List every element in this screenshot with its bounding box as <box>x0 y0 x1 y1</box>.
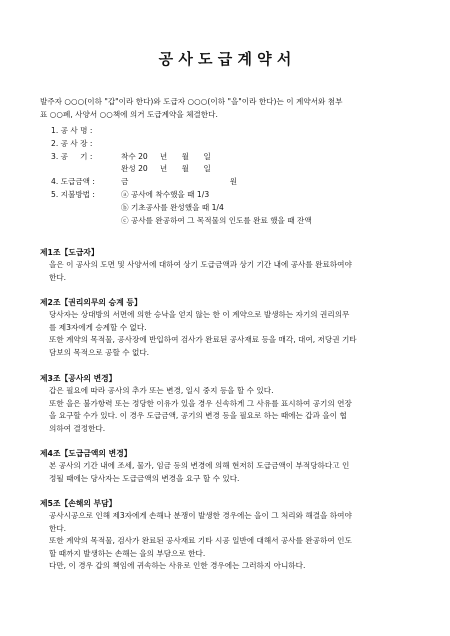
item-value: 금 원 <box>121 177 238 187</box>
article-line: 또한 계약의 목적물, 검사가 완료된 공사재료 기타 시공 일반에 대해서 공사를 완공하여 인도 <box>49 536 352 546</box>
article-line: 또한 계약의 목적물, 공사장에 반입하여 검사가 완료된 공사재료 등을 매각, 대여, 저당권 기타 <box>49 335 357 345</box>
item-label: 3. 공 기 : <box>51 151 93 161</box>
article-3 <box>40 373 432 435</box>
article-line: 정될 때에는 당사자는 도급금액의 변경을 요구 할 수 있다. <box>49 473 240 483</box>
item-payment-method <box>51 189 421 202</box>
article-line: 할 때까지 발생하는 손해는 을의 부담으로 한다. <box>49 548 206 558</box>
article-line: 를 제3자에게 승계할 수 없다. <box>49 322 147 332</box>
article-line: 다만, 이 경우 갑의 책임에 귀속하는 사유로 인한 경우에는 그러하지 아니하다. <box>49 561 306 571</box>
article-body <box>40 510 432 573</box>
payment-option: ⓑ 기초공사를 완성했을 때 1/4 <box>121 202 224 212</box>
article-line: 한다. <box>49 272 67 282</box>
item-label: 2. 공 사 장 : <box>51 138 93 148</box>
article-line: 공사시공으로 인해 제3자에게 손해나 분쟁이 발생한 경우에는 을이 그 처리와 해결을 하여야 <box>49 511 352 520</box>
article-line: 또한 을은 불가항력 또는 정당한 이유가 있을 경우 신속하게 그 사유를 표시하여 공기의 연장 <box>49 398 352 408</box>
item-label: 1. 공 사 명 : <box>51 126 93 135</box>
article-1 <box>40 247 432 284</box>
item-value: ⓐ 공사에 착수했을 때 1/3 <box>121 189 210 199</box>
article-body <box>40 460 432 485</box>
article-line: 의하여 결정한다. <box>49 423 106 433</box>
article-line: 한다. <box>49 523 67 533</box>
item-contract-amount <box>51 176 421 189</box>
article-line: 본 공사의 기간 내에 조세, 물가, 임금 등의 변경에 의해 현저히 도급금액이 부적당하다고 인 <box>49 461 350 470</box>
article-body <box>40 385 432 435</box>
article-line: 당사자는 상대방의 서면에 의한 승낙을 얻지 않는 한 이 계약으로 발생하는 자기의 권리의무 <box>49 310 350 319</box>
payment-option: ⓒ 공사를 완공하여 그 목적물의 인도를 완료 했을 때 잔액 <box>121 215 312 225</box>
article-body <box>40 259 432 284</box>
item-value: 착수 20 년 월 일 <box>121 151 211 161</box>
item-label: 5. 지불방법 : <box>51 189 95 199</box>
article-line: 을은 이 공사의 도면 및 사양서에 대하여 상기 도급금액과 상기 기간 내에 공사를 완료하여야 <box>49 260 352 269</box>
item-project-site <box>51 138 421 151</box>
item-project-name <box>51 125 421 138</box>
article-line: 담보의 목적으로 공할 수 없다. <box>49 347 150 357</box>
article-body <box>40 309 432 359</box>
article-heading: 제5조【손해의 부담】 <box>40 499 117 508</box>
article-heading: 제1조【도급자】 <box>40 248 99 257</box>
item-period-completion: 완성 20 년 월 일 <box>121 164 211 174</box>
article-heading: 제3조【공사의 변경】 <box>40 374 117 383</box>
article-line: 갑은 필요에 따라 공사의 추가 또는 변경, 일시 중지 등을 할 수 있다. <box>49 386 274 395</box>
article-5 <box>40 498 432 573</box>
contract-items <box>51 125 421 227</box>
article-line: 을 요구할 수가 있다. 이 경우 도급금액, 공기의 변경 등을 필요로 하는 때에는 갑과 을이 협 <box>49 411 347 421</box>
intro-line: 발주자 ○○○(이하 "갑"이라 한다)와 도급자 ○○○(이하 "을"이라 한다)는 이 계약서와 첨부 <box>40 97 343 106</box>
article-heading: 제4조【도급금액의 변경】 <box>40 449 132 458</box>
article-heading: 제2조【권리의무의 승계 등】 <box>40 298 142 307</box>
article-2 <box>40 297 432 359</box>
item-label: 4. 도급금액 : <box>51 177 95 187</box>
article-4 <box>40 448 432 485</box>
intro-line: 표 ○○폐, 사양서 ○○책에 의거 도급계약을 체결한다. <box>40 109 218 119</box>
document-title: 공 사 도 급 계 약 서 <box>158 50 292 68</box>
item-period <box>51 151 421 164</box>
intro-paragraph <box>40 96 430 121</box>
